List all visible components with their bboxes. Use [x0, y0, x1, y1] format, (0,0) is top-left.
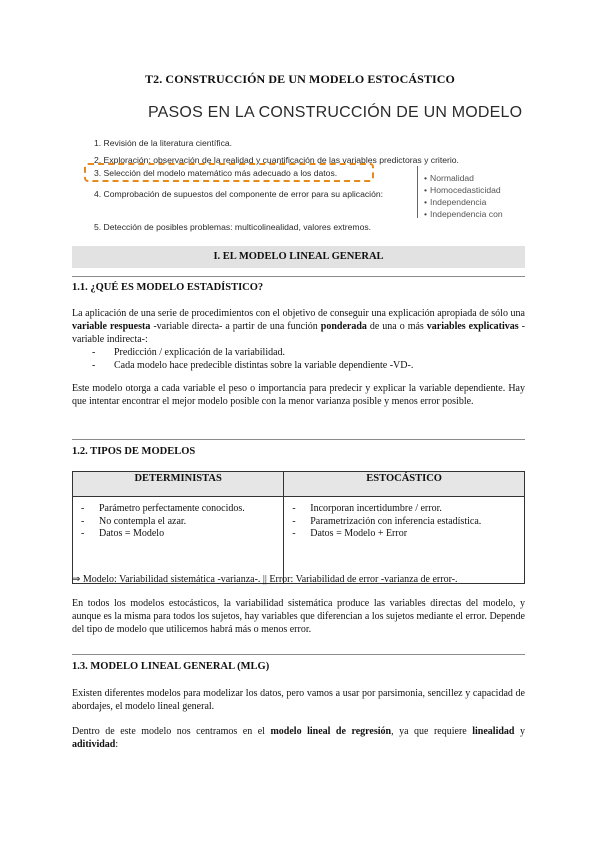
- arrow-note: ⇒ Modelo: Variabilidad sistemática -varianza-. || Error: Variabilidad de error -varianza de error-.: [72, 574, 458, 585]
- assumption-item: • Independencia: [424, 197, 487, 207]
- document-title: T2. CONSTRUCCIÓN DE UN MODELO ESTOCÁSTICO: [145, 72, 455, 86]
- cell-item: - No contempla el azar.: [81, 515, 187, 527]
- step-3: 3. Selección del modelo matemático más adecuado a los datos.: [94, 168, 338, 178]
- bracket-line: [417, 166, 418, 218]
- table-cell: [73, 497, 284, 584]
- divider: [72, 276, 525, 277]
- paragraph: En todos los modelos estocásticos, la variabilidad sistemática produce las variables directas del modelo, y aunque es la misma para todos los sujetos, hay variables que diferencian a los sujetos mediante el error. Depende del tipo de modelo que utilicemos habrá más o menos error.: [72, 598, 525, 635]
- divider: [72, 439, 525, 440]
- list-item: - Predicción / explicación de la variabilidad.: [92, 347, 286, 358]
- step-5: 5. Detección de posibles problemas: multicolinealidad, valores extremos.: [94, 222, 372, 232]
- table-cell: [284, 497, 525, 584]
- assumption-item: • Homocedasticidad: [424, 185, 501, 195]
- section-heading: I. EL MODELO LINEAL GENERAL: [72, 246, 525, 268]
- step-4: 4. Comprobación de supuestos del componente de error para su aplicación:: [94, 189, 384, 199]
- paragraph: Este modelo otorga a cada variable el peso o importancia para predecir y explicar la variable dependiente. Hay que intentar encontrar el mejor modelo posible con la menor varianza posible y menos error posible.: [72, 383, 525, 407]
- divider: [72, 654, 525, 655]
- subsection-heading: 1.1. ¿QUÉ ES MODELO ESTADÍSTICO?: [72, 282, 264, 293]
- step-2: 2. Exploración: observación de la realidad y cuantificación de las variables predictoras y criterio.: [94, 155, 459, 165]
- bullet-list: [92, 346, 413, 372]
- table-header: ESTOCÁSTICO: [284, 472, 525, 497]
- assumption-item: • Normalidad: [424, 173, 474, 183]
- subsection-heading: 1.2. TIPOS DE MODELOS: [72, 446, 196, 457]
- assumption-item: • Independencia con: [424, 209, 503, 219]
- step-1: 1. Revisión de la literatura científica.: [94, 138, 233, 148]
- cell-item: - Datos = Modelo: [81, 528, 165, 539]
- cell-item: - Parametrización con inferencia estadística.: [292, 515, 482, 527]
- list-item: - Cada modelo hace predecible distintas sobre la variable dependiente -VD-.: [92, 360, 414, 371]
- paragraph: La aplicación de una serie de procedimientos con el objetivo de conseguir una explicación apropiada de sólo una variable respuesta -variable directa- a partir de una función ponderada de una o más variables explicativas -variable indirecta-:: [72, 308, 525, 345]
- steps-figure: [88, 98, 528, 238]
- cell-item: - Incorporan incertidumbre / error.: [292, 503, 442, 514]
- paragraph: Existen diferentes modelos para modelizar los datos, pero vamos a usar por parsimonia, sencillez y capacidad de abordajes, el modelo lineal general.: [72, 688, 525, 712]
- paragraph: Dentro de este modelo nos centramos en el modelo lineal de regresión, ya que requiere linealidad y aditividad:: [72, 726, 525, 750]
- models-table: [72, 471, 525, 584]
- cell-item: - Parámetro perfectamente conocidos.: [81, 503, 245, 514]
- figure-heading: PASOS EN LA CONSTRUCCIÓN DE UN MODELO: [148, 104, 523, 121]
- table-header: DETERMINISTAS: [73, 472, 284, 497]
- subsection-heading: 1.3. MODELO LINEAL GENERAL (MLG): [72, 661, 270, 672]
- cell-item: - Datos = Modelo + Error: [292, 528, 408, 539]
